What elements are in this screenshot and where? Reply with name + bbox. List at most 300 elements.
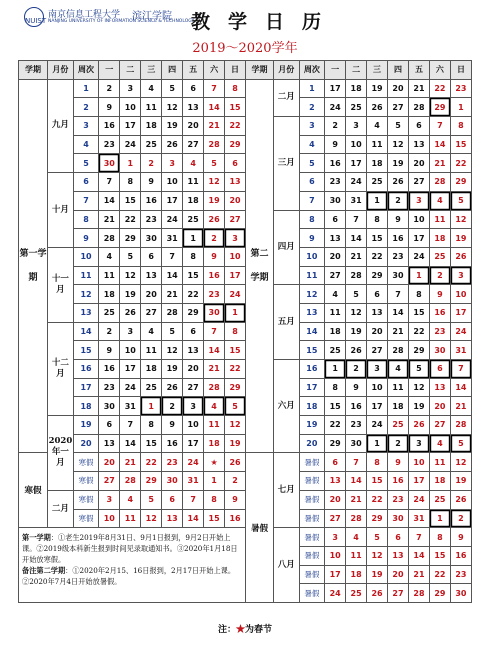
week-number: 18: [299, 397, 325, 416]
day-cell: 1: [183, 229, 204, 248]
day-cell: 14: [204, 341, 225, 360]
day-cell: 17: [346, 154, 367, 173]
col-month: 月份: [48, 61, 74, 80]
footer-prefix: 注：: [217, 625, 236, 635]
week-number: 3: [299, 117, 325, 136]
day-cell: 18: [204, 434, 225, 453]
day-cell: 12: [162, 98, 183, 117]
day-cell: 1: [225, 303, 246, 322]
day-cell: 5: [450, 191, 471, 210]
day-cell: 11: [367, 135, 388, 154]
day-cell: 3: [408, 191, 429, 210]
day-cell: 2: [325, 117, 346, 136]
col-semester: 学期: [19, 61, 48, 80]
summer-break-label: 暑假: [246, 453, 274, 603]
day-cell: 14: [429, 135, 450, 154]
day-cell: 14: [346, 472, 367, 491]
notes-sem2-text: ：①2020年2月15、16日报到，2月17日开始上课。②2020年7月4日开始放暑假。: [22, 566, 236, 587]
day-cell: 24: [325, 584, 346, 603]
day-cell: 19: [450, 229, 471, 248]
day-cell: 7: [429, 117, 450, 136]
day-cell: 4: [141, 79, 162, 98]
day-cell: 6: [325, 210, 346, 229]
day-cell: 1: [325, 360, 346, 379]
day-cell: 24: [120, 378, 141, 397]
day-cell: 20: [325, 247, 346, 266]
day-cell: 28: [204, 135, 225, 154]
day-cell: 11: [120, 509, 141, 528]
university-name: 南京信息工程大学: [48, 10, 121, 20]
week-number: 9: [299, 229, 325, 248]
day-cell: 2: [225, 472, 246, 491]
day-cell: 21: [204, 117, 225, 136]
month-label: 十二月: [48, 322, 74, 415]
month-label: 九月: [48, 79, 74, 172]
day-cell: 13: [141, 266, 162, 285]
col-weekday: 日: [225, 61, 246, 80]
week-number: 15: [299, 341, 325, 360]
col-weekday: 二: [346, 61, 367, 80]
day-cell: 4: [325, 285, 346, 304]
day-cell: 15: [141, 434, 162, 453]
day-cell: 14: [162, 266, 183, 285]
week-number: 7: [299, 191, 325, 210]
day-cell: 3: [325, 528, 346, 547]
day-cell: 3: [450, 266, 471, 285]
day-cell: 9: [204, 247, 225, 266]
day-cell: 17: [225, 266, 246, 285]
day-cell: 31: [162, 229, 183, 248]
day-cell: 23: [141, 210, 162, 229]
day-cell: 19: [162, 360, 183, 379]
day-cell: 24: [367, 416, 388, 435]
break-week-label: 寒假: [73, 509, 99, 528]
day-cell: 23: [99, 378, 120, 397]
day-cell: 16: [141, 191, 162, 210]
table-row: [19, 79, 472, 98]
col-week: 周次: [73, 61, 99, 80]
day-cell: 6: [225, 154, 246, 173]
day-cell: 20: [141, 285, 162, 304]
day-cell: 30: [162, 472, 183, 491]
day-cell: 31: [183, 472, 204, 491]
day-cell: 15: [225, 98, 246, 117]
day-cell: 1: [429, 509, 450, 528]
day-cell: 12: [450, 453, 471, 472]
day-cell: 16: [204, 266, 225, 285]
notes-sem1-title: 第一学期: [22, 533, 51, 543]
day-cell: 23: [450, 565, 471, 584]
day-cell: 2: [162, 397, 183, 416]
day-cell: 20: [429, 397, 450, 416]
day-cell: 7: [346, 453, 367, 472]
day-cell: 22: [367, 247, 388, 266]
day-cell: 13: [183, 341, 204, 360]
day-cell: 22: [120, 210, 141, 229]
day-cell: 8: [141, 416, 162, 435]
week-number: 1: [73, 79, 99, 98]
break-week-label: 暑假: [299, 472, 325, 491]
day-cell: 24: [183, 453, 204, 472]
day-cell: 24: [450, 322, 471, 341]
day-cell: 25: [346, 584, 367, 603]
day-cell: 3: [162, 154, 183, 173]
day-cell: 5: [346, 285, 367, 304]
day-cell: 29: [367, 509, 388, 528]
day-cell: 23: [162, 453, 183, 472]
day-cell: 26: [204, 210, 225, 229]
day-cell: 6: [162, 490, 183, 509]
day-cell: 11: [346, 546, 367, 565]
day-cell: 21: [204, 360, 225, 379]
day-cell: 26: [450, 490, 471, 509]
day-cell: 27: [141, 303, 162, 322]
day-cell: 8: [204, 490, 225, 509]
day-cell: 4: [429, 191, 450, 210]
day-cell: 1: [367, 434, 388, 453]
table-row: [19, 117, 472, 136]
day-cell: 15: [120, 191, 141, 210]
day-cell: 27: [388, 98, 409, 117]
day-cell: 11: [325, 303, 346, 322]
day-cell: 15: [450, 135, 471, 154]
day-cell: 20: [183, 117, 204, 136]
week-number: 5: [299, 154, 325, 173]
day-cell: 22: [325, 416, 346, 435]
day-cell: 22: [183, 285, 204, 304]
break-week-label: 暑假: [299, 453, 325, 472]
day-cell: 16: [99, 360, 120, 379]
day-cell: 10: [450, 285, 471, 304]
month-label: 六月: [273, 360, 299, 453]
day-cell: 17: [367, 397, 388, 416]
day-cell: 12: [204, 173, 225, 192]
day-cell: 8: [408, 285, 429, 304]
day-cell: 17: [408, 472, 429, 491]
table-row: [19, 453, 472, 472]
day-cell: 7: [120, 416, 141, 435]
day-cell: 12: [225, 416, 246, 435]
week-number: 18: [73, 397, 99, 416]
header: [0, 0, 490, 36]
day-cell: 9: [225, 490, 246, 509]
table-row: [19, 266, 472, 285]
day-cell: 19: [162, 117, 183, 136]
day-cell: 21: [429, 154, 450, 173]
day-cell: 5: [388, 117, 409, 136]
day-cell: 28: [204, 378, 225, 397]
table-row: [19, 434, 472, 453]
month-label: 八月: [273, 528, 299, 603]
day-cell: 22: [450, 154, 471, 173]
day-cell: 28: [346, 509, 367, 528]
day-cell: 18: [346, 79, 367, 98]
day-cell: 31: [346, 191, 367, 210]
day-cell: 7: [162, 247, 183, 266]
day-cell: 10: [325, 546, 346, 565]
day-cell: 2: [429, 266, 450, 285]
week-number: 13: [299, 303, 325, 322]
day-cell: 17: [162, 191, 183, 210]
day-cell: 5: [225, 397, 246, 416]
university-english-name: NANJING UNIVERSITY OF INFORMATION SCIENCE & TECHNOLOGY: [48, 19, 195, 24]
day-cell: 22: [225, 360, 246, 379]
day-cell: 19: [346, 322, 367, 341]
break-week-label: 暑假: [299, 584, 325, 603]
week-number: 13: [73, 303, 99, 322]
day-cell: 31: [120, 397, 141, 416]
college-name: 滨江学院: [132, 11, 172, 22]
table-row: [19, 360, 472, 379]
spring-festival-star-icon: ★: [235, 625, 245, 635]
day-cell: 12: [408, 378, 429, 397]
col-weekday: 三: [367, 61, 388, 80]
notes-sem1-text: ：①老生2019年8月31日、9月1日报到，9月2日开始上课。②2019级本科新生报到时间见录取通知书。③2020年1月18日开始放寒假。: [22, 533, 238, 565]
month-label: 四月: [273, 210, 299, 285]
day-cell: 16: [346, 397, 367, 416]
day-cell: 23: [388, 247, 409, 266]
day-cell: 13: [183, 98, 204, 117]
day-cell: 16: [325, 154, 346, 173]
day-cell: 6: [325, 453, 346, 472]
day-cell: 19: [367, 565, 388, 584]
day-cell: 5: [367, 528, 388, 547]
week-number: 6: [73, 173, 99, 192]
day-cell: 12: [388, 135, 409, 154]
col-semester: 学期: [246, 61, 274, 80]
week-number: 10: [299, 247, 325, 266]
day-cell: 3: [408, 434, 429, 453]
day-cell: 28: [388, 341, 409, 360]
week-number: 14: [73, 322, 99, 341]
day-cell: 9: [99, 98, 120, 117]
day-cell: 26: [408, 416, 429, 435]
day-cell: 23: [346, 416, 367, 435]
day-cell: 16: [162, 434, 183, 453]
day-cell: 29: [450, 173, 471, 192]
day-cell: 9: [450, 528, 471, 547]
day-cell: 6: [183, 322, 204, 341]
day-cell: 24: [120, 135, 141, 154]
day-cell: 15: [367, 472, 388, 491]
day-cell: 8: [325, 378, 346, 397]
day-cell: 30: [99, 397, 120, 416]
week-number: 7: [73, 191, 99, 210]
week-number: 12: [299, 285, 325, 304]
day-cell: 18: [429, 229, 450, 248]
day-cell: 31: [450, 341, 471, 360]
day-cell: 8: [450, 117, 471, 136]
day-cell: 14: [450, 378, 471, 397]
day-cell: 24: [408, 490, 429, 509]
day-cell: 18: [183, 191, 204, 210]
day-cell: 23: [204, 285, 225, 304]
day-cell: 14: [120, 434, 141, 453]
day-cell: 25: [429, 247, 450, 266]
day-cell: 6: [388, 528, 409, 547]
table-row: [19, 285, 472, 304]
day-cell: 15: [225, 341, 246, 360]
day-cell: 4: [367, 117, 388, 136]
break-week-label: 寒假: [73, 490, 99, 509]
day-cell: 4: [346, 528, 367, 547]
day-cell: 9: [99, 341, 120, 360]
day-cell: 11: [141, 98, 162, 117]
day-cell: 10: [120, 98, 141, 117]
day-cell: 13: [325, 472, 346, 491]
day-cell: 15: [429, 546, 450, 565]
day-cell: 2: [204, 229, 225, 248]
day-cell: 21: [388, 322, 409, 341]
day-cell: 30: [429, 341, 450, 360]
day-cell: 26: [367, 584, 388, 603]
day-cell: 17: [325, 79, 346, 98]
day-cell: 8: [225, 322, 246, 341]
footer-suffix: 为春节: [245, 625, 273, 635]
week-number: 16: [73, 360, 99, 379]
day-cell: 7: [99, 173, 120, 192]
day-cell: 25: [388, 416, 409, 435]
day-cell: 25: [346, 98, 367, 117]
col-weekday: 三: [141, 61, 162, 80]
day-cell: 9: [429, 285, 450, 304]
day-cell: 17: [120, 360, 141, 379]
day-cell: 27: [429, 416, 450, 435]
col-weekday: 二: [120, 61, 141, 80]
day-cell: 13: [162, 509, 183, 528]
table-row: [19, 528, 472, 547]
table-row: [19, 472, 472, 491]
notes-label: 备注: [22, 566, 37, 576]
week-number: 11: [73, 266, 99, 285]
day-cell: 22: [429, 565, 450, 584]
col-weekday: 四: [388, 61, 409, 80]
day-cell: 3: [99, 490, 120, 509]
day-cell: 29: [225, 135, 246, 154]
day-cell: 27: [99, 472, 120, 491]
day-cell: 23: [325, 173, 346, 192]
day-cell: 18: [99, 285, 120, 304]
day-cell: 26: [367, 98, 388, 117]
day-cell: 12: [346, 303, 367, 322]
col-weekday: 一: [325, 61, 346, 80]
week-number: 4: [73, 135, 99, 154]
month-label: 二月: [273, 79, 299, 116]
day-cell: 16: [388, 229, 409, 248]
day-cell: 13: [408, 135, 429, 154]
day-cell: 3: [120, 322, 141, 341]
month-label: 十一月: [48, 247, 74, 322]
month-label: 三月: [273, 117, 299, 210]
day-cell: 12: [367, 546, 388, 565]
day-cell: 1: [367, 191, 388, 210]
day-cell: 3: [346, 117, 367, 136]
day-cell: 12: [162, 341, 183, 360]
day-cell: 8: [120, 173, 141, 192]
university-emblem-icon: NUIST: [24, 7, 44, 27]
week-number: 11: [299, 266, 325, 285]
day-cell: 31: [408, 509, 429, 528]
day-cell: 5: [141, 490, 162, 509]
day-cell: 11: [429, 453, 450, 472]
day-cell: 6: [141, 247, 162, 266]
week-number: 16: [299, 360, 325, 379]
day-cell: 27: [325, 509, 346, 528]
table-row: [19, 247, 472, 266]
day-cell: 10: [162, 173, 183, 192]
academic-year-title: 2019～2020学年: [192, 41, 298, 56]
day-cell: 17: [183, 434, 204, 453]
day-cell: 7: [183, 490, 204, 509]
day-cell: 8: [429, 528, 450, 547]
day-cell: 26: [450, 247, 471, 266]
break-week-label: 寒假: [73, 472, 99, 491]
col-weekday: 一: [99, 61, 120, 80]
day-cell: 25: [141, 378, 162, 397]
table-row: [19, 378, 472, 397]
day-cell: 5: [450, 434, 471, 453]
week-number: 20: [299, 434, 325, 453]
day-cell: 19: [450, 472, 471, 491]
day-cell: 25: [325, 341, 346, 360]
day-cell: 16: [450, 546, 471, 565]
day-cell: 24: [346, 173, 367, 192]
week-number: 2: [299, 98, 325, 117]
day-cell: 13: [367, 303, 388, 322]
day-cell: 25: [429, 490, 450, 509]
break-week-label: 暑假: [299, 565, 325, 584]
table-row: [19, 416, 472, 435]
day-cell: 28: [99, 229, 120, 248]
day-cell: 18: [325, 322, 346, 341]
day-cell: 9: [388, 453, 409, 472]
break-week-label: 暑假: [299, 528, 325, 547]
day-cell: 5: [204, 154, 225, 173]
day-cell: 27: [183, 135, 204, 154]
day-cell: 26: [162, 135, 183, 154]
spring-festival-star-icon: ★: [204, 453, 225, 472]
day-cell: 30: [346, 434, 367, 453]
semester-1-label: 第一学期: [19, 79, 48, 453]
month-label: 七月: [273, 453, 299, 528]
day-cell: 10: [346, 135, 367, 154]
day-cell: 3: [225, 229, 246, 248]
day-cell: 27: [183, 378, 204, 397]
day-cell: 29: [429, 98, 450, 117]
day-cell: 21: [408, 79, 429, 98]
day-cell: 22: [408, 322, 429, 341]
table-row: [19, 98, 472, 117]
day-cell: 14: [204, 98, 225, 117]
day-cell: 16: [99, 117, 120, 136]
day-cell: 9: [325, 135, 346, 154]
week-number: 15: [73, 341, 99, 360]
week-number: 1: [299, 79, 325, 98]
day-cell: 16: [429, 303, 450, 322]
day-cell: 18: [346, 565, 367, 584]
day-cell: 17: [120, 117, 141, 136]
day-cell: 4: [99, 247, 120, 266]
day-cell: 21: [346, 490, 367, 509]
day-cell: 10: [225, 247, 246, 266]
day-cell: 28: [408, 98, 429, 117]
day-cell: 21: [162, 285, 183, 304]
day-cell: 1: [408, 266, 429, 285]
day-cell: 24: [162, 210, 183, 229]
day-cell: 4: [204, 397, 225, 416]
col-weekday: 六: [429, 61, 450, 80]
day-cell: 22: [367, 490, 388, 509]
